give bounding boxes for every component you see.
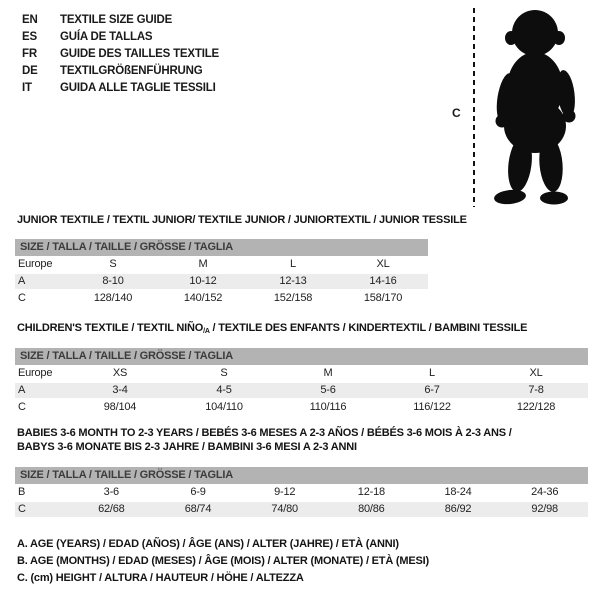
- language-code: FR: [22, 48, 37, 60]
- table-row-age-months: [15, 484, 588, 501]
- height-measure-dashed-line: [473, 8, 475, 207]
- table-row-europe: [15, 256, 428, 273]
- language-label: GUIDA ALLE TAGLIE TESSILI: [60, 82, 216, 94]
- size-cell: XS: [112, 367, 128, 379]
- row-label: C: [18, 292, 26, 304]
- table-header: SIZE / TALLA / TAILLE / GRÖSSE / TAGLIA: [15, 348, 588, 365]
- row-label: C: [18, 503, 26, 515]
- title-subscript: /A: [203, 328, 210, 335]
- height-cell: 86/92: [444, 503, 472, 515]
- language-row-es: [22, 29, 219, 46]
- size-cell: S: [220, 367, 228, 379]
- table-row-height: [15, 501, 588, 518]
- row-label: C: [18, 401, 26, 413]
- size-cell: M: [198, 258, 208, 270]
- age-cell: 3-6: [103, 486, 119, 498]
- age-cell: 14-16: [369, 275, 397, 287]
- age-cell: 12-13: [279, 275, 307, 287]
- height-cell: 80/86: [358, 503, 385, 515]
- age-cell: 10-12: [189, 275, 217, 287]
- age-cell: 6-9: [190, 486, 206, 498]
- table-header: SIZE / TALLA / TAILLE / GRÖSSE / TAGLIA: [15, 467, 588, 484]
- height-cell: 98/104: [103, 401, 137, 413]
- language-code: EN: [22, 14, 38, 26]
- size-cell: L: [429, 367, 435, 379]
- table-row-height: [15, 290, 428, 307]
- table-row-age: [15, 382, 588, 399]
- row-label: A: [18, 275, 26, 287]
- age-cell: 18-24: [444, 486, 472, 498]
- size-cell: L: [290, 258, 296, 270]
- language-label: GUÍA DE TALLAS: [60, 31, 153, 43]
- height-cell: 128/140: [93, 292, 133, 304]
- footnote-age-months: B. AGE (MONTHS) / EDAD (MESES) / ÂGE (MOIS) / ALTER (MONATE) / ETÀ (MESI): [17, 555, 429, 567]
- footnote-height: C. (cm) HEIGHT / ALTURA / HAUTEUR / HÖHE / ALTEZZA: [17, 572, 304, 584]
- age-cell: 12-18: [357, 486, 385, 498]
- size-cell: S: [109, 258, 117, 270]
- age-cell: 7-8: [528, 384, 544, 396]
- age-cell: 4-5: [216, 384, 232, 396]
- height-cell: 110/116: [309, 401, 347, 413]
- table-row-height: [15, 399, 588, 416]
- table-header: SIZE / TALLA / TAILLE / GRÖSSE / TAGLIA: [15, 239, 428, 256]
- title-part: CHILDREN'S TEXTILE / TEXTIL NIÑO: [17, 322, 204, 334]
- age-cell: 5-6: [320, 384, 336, 396]
- height-cell: 158/170: [363, 292, 403, 304]
- language-code: ES: [22, 31, 37, 43]
- section-title-children: [17, 321, 527, 339]
- height-cell: 122/128: [516, 401, 556, 413]
- language-label: TEXTILGRÖßENFÜHRUNG: [60, 65, 203, 77]
- age-cell: 24-36: [531, 486, 559, 498]
- age-cell: 6-7: [424, 384, 440, 396]
- age-cell: 9-12: [274, 486, 296, 498]
- footnote-age-years: A. AGE (YEARS) / EDAD (AÑOS) / ÂGE (ANS) / ALTER (JAHRE) / ETÀ (ANNI): [17, 538, 399, 550]
- height-measure-label: C: [452, 106, 461, 120]
- language-code: DE: [22, 65, 38, 77]
- language-label: GUIDE DES TAILLES TEXTILE: [60, 48, 219, 60]
- height-cell: 74/80: [271, 503, 298, 515]
- language-row-en: [22, 12, 219, 29]
- height-cell: 62/68: [98, 503, 125, 515]
- size-cell: XL: [376, 258, 390, 270]
- language-row-it: [22, 80, 219, 97]
- footnotes: [17, 536, 429, 587]
- language-row-fr: [22, 46, 219, 63]
- title-part: / TEXTILE DES ENFANTS / KINDERTEXTIL / BAMBINI TESSILE: [209, 322, 528, 334]
- section-title-junior: JUNIOR TEXTILE / TEXTIL JUNIOR/ TEXTILE JUNIOR / JUNIORTEXTIL / JUNIOR TESSILE: [17, 214, 467, 226]
- language-code: IT: [22, 82, 32, 94]
- age-cell: 3-4: [112, 384, 128, 396]
- row-label: B: [18, 486, 26, 498]
- age-cell: 8-10: [102, 275, 124, 287]
- language-row-de: [22, 63, 219, 80]
- size-table-junior: [15, 239, 428, 307]
- table-row-europe: [15, 365, 588, 382]
- height-cell: 140/152: [183, 292, 223, 304]
- language-label: TEXTILE SIZE GUIDE: [60, 14, 173, 26]
- height-cell: 152/158: [273, 292, 313, 304]
- height-cell: 68/74: [184, 503, 212, 515]
- language-list: [22, 12, 219, 97]
- height-cell: 92/98: [531, 503, 558, 515]
- row-label: Europe: [18, 258, 53, 270]
- height-cell: 116/122: [413, 401, 451, 413]
- table-row-age: [15, 273, 428, 290]
- baby-silhouette: [482, 6, 594, 208]
- size-table-children: [15, 348, 588, 416]
- size-cell: XL: [529, 367, 543, 379]
- size-table-babies: [15, 467, 588, 518]
- size-cell: M: [323, 367, 333, 379]
- row-label: A: [18, 384, 26, 396]
- section-title-babies: BABIES 3-6 MONTH TO 2-3 YEARS / BEBÉS 3-6 MESES A 2-3 AÑOS / BÉBÉS 3-6 MOIS À 2-3 ANS / BABYS 3-6 MONATE BIS 2-3 JAHRE / BAMBINI 3-6 MESI A 2-3 ANNI: [17, 427, 512, 453]
- height-cell: 104/110: [205, 401, 243, 413]
- row-label: Europe: [18, 367, 53, 379]
